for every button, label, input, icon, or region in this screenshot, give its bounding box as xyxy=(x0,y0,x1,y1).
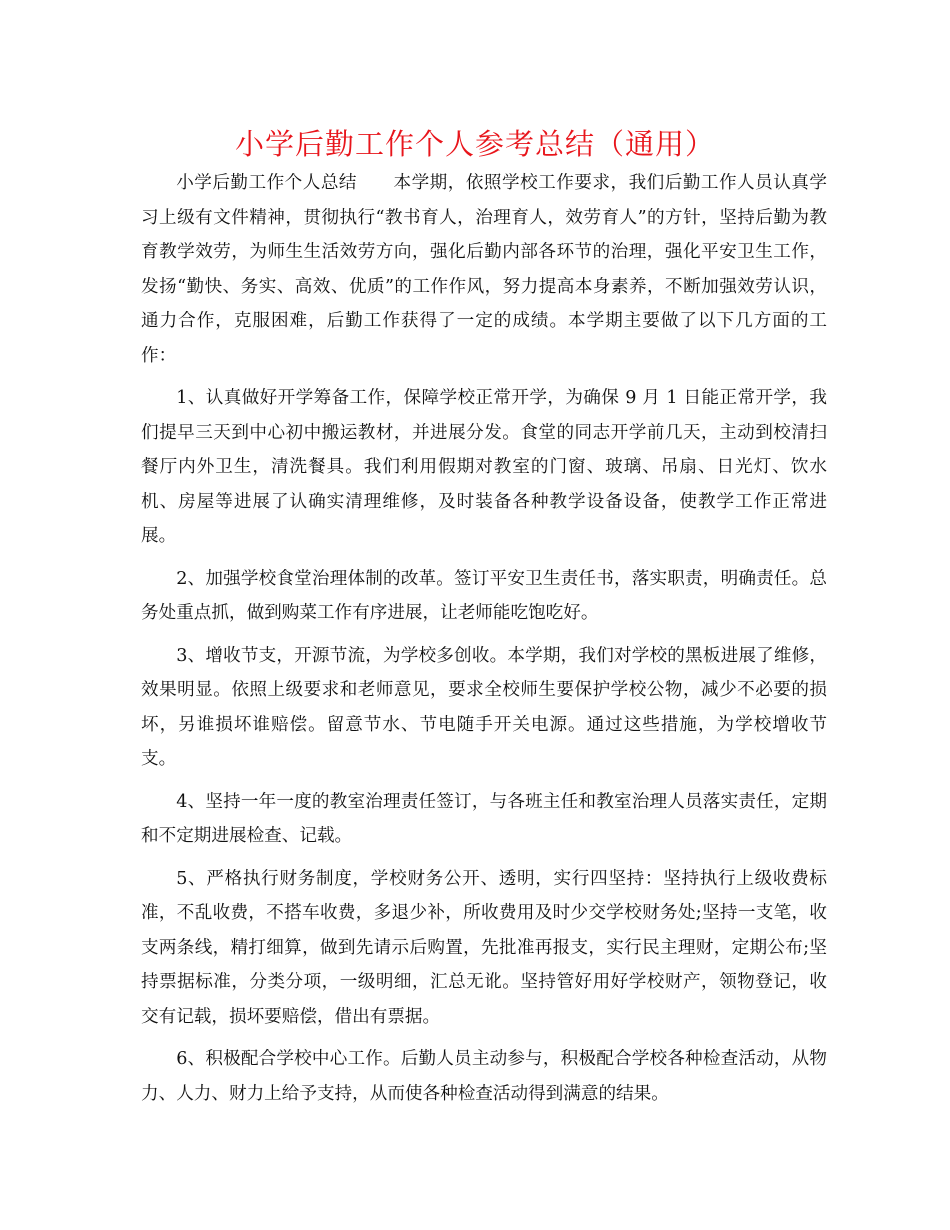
paragraph-2: 2、加强学校食堂治理体制的改革。签订平安卫生责任书，落实职责，明确责任。总务处重点抓，做到购菜工作有序进展，让老师能吃饱吃好。 xyxy=(141,568,827,623)
document-body xyxy=(141,166,827,1111)
paragraph-1: 1、认真做好开学筹备工作，保障学校正常开学，为确保 9 月 1 日能正常开学，我们提早三天到中心初中搬运教材，并进展分发。食堂的同志开学前几天，主动到校清扫餐厅内外卫生，清洗餐具。我们利用假期对教室的门窗、玻璃、吊扇、日光灯、饮水机、房屋等进展了认确实清理维修，及时装备各种教学设备设备，使教学工作正常进展。 xyxy=(141,388,827,546)
paragraph-6: 6、积极配合学校中心工作。后勤人员主动参与，积极配合学校各种检查活动，从物力、人力、财力上给予支持，从而使各种检查活动得到满意的结果。 xyxy=(141,1049,827,1104)
intro-paragraph xyxy=(141,166,827,373)
intro-text: 本学期，依照学校工作要求，我们后勤工作人员认真学习上级有文件精神，贯彻执行“教书育人，治理育人，效劳育人”的方针，坚持后勤为教育教学效劳，为师生生活效劳方向，强化后勤内部各环节的治理，强化平安卫生工作，发扬“勤快、务实、高效、优质”的工作作风，努力提高本身素养，不断加强效劳认识，通力合作，克服困难，后勤工作获得了一定的成绩。本学期主要做了以下几方面的工作： xyxy=(141,173,827,366)
paragraph-4: 4、坚持一年一度的教室治理责任签订，与各班主任和教室治理人员落实责任，定期和不定期进展检查、记载。 xyxy=(141,791,827,846)
document-title: 小学后勤工作个人参考总结（通用） xyxy=(234,127,715,161)
paragraph-5: 5、严格执行财务制度，学校财务公开、透明，实行四坚持：坚持执行上级收费标准，不乱收费，不搭车收费，多退少补，所收费用及时少交学校财务处;坚持一支笔，收支两条线，精打细算，做到先请示后购置，先批准再报支，实行民主理财，定期公布;坚持票据标准，分类分项，一级明细，汇总无讹。坚持管好用好学校财产，领物登记，收交有记载，损坏要赔偿，借出有票据。 xyxy=(141,868,827,1027)
paragraph-3: 3、增收节支，开源节流，为学校多创收。本学期，我们对学校的黑板进展了维修，效果明显。依照上级要求和老师意见，要求全校师生要保护学校公物，减少不必要的损坏，另谁损坏谁赔偿。留意节水、节电随手开关电源。通过这些措施，为学校增收节支。 xyxy=(141,645,827,769)
intro-label: 小学后勤工作个人总结 xyxy=(176,173,358,193)
